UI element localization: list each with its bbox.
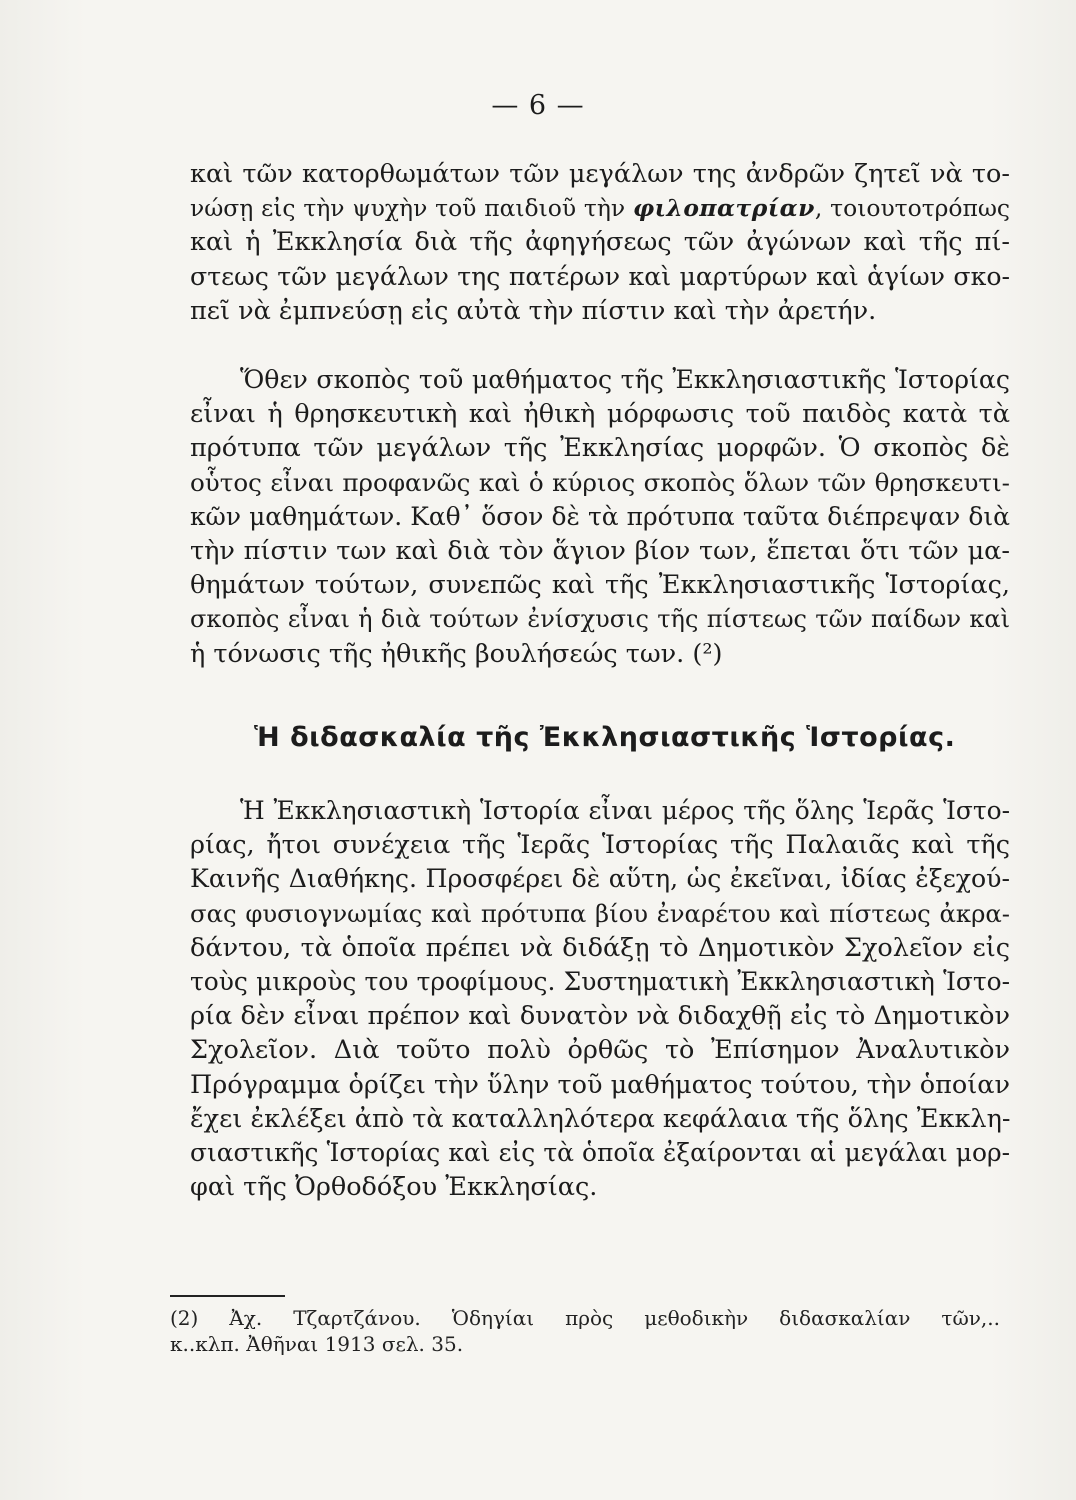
- text-line: [190, 191, 1010, 225]
- text-line: Ἡ Ἐκκλησιαστικὴ Ἱστορία εἶναι μέρος τῆς ὅλης Ἱερᾶς Ἱστο-: [240, 796, 1010, 825]
- text-line: θημάτων τούτων, συνεπῶς καὶ τῆς Ἐκκλησιαστικῆς Ἱστορίας,: [190, 570, 1010, 601]
- text-segment: ἡ τόνωσις τῆς ἠθικῆς βουλήσεώς των.: [190, 638, 685, 669]
- text-line: κῶν μαθημάτων. Καθ᾿ ὅσον δὲ τὰ πρότυπα ταῦτα διέπρεψαν διὰ: [190, 501, 1010, 531]
- text-line: οὗτος εἶναι προφανῶς καὶ ὁ κύριος σκοπὸς ὅλων τῶν θρησκευτι-: [190, 467, 1010, 497]
- paragraph-2: [190, 363, 1010, 671]
- text-line: Πρόγραμμα ὁρίζει τὴν ὕλην τοῦ μαθήματος τούτου, τὴν ὁποίαν: [190, 1069, 1010, 1100]
- text-line: καὶ ἡ Ἐκκλησία διὰ τῆς ἀφηγήσεως τῶν ἀγώνων καὶ τῆς πί-: [190, 227, 1010, 258]
- text-line: καὶ τῶν κατορθωμάτων τῶν μεγάλων της ἀνδρῶν ζητεῖ νὰ το-: [190, 159, 1010, 189]
- text-line: Σχολεῖον. Διὰ τοῦτο πολὺ ὀρθῶς τὸ Ἐπίσημον Ἀναλυτικὸν: [190, 1035, 1010, 1066]
- text-line: πεῖ νὰ ἐμπνεύσῃ εἰς αὐτὰ τὴν πίστιν καὶ τὴν ἀρετήν.: [190, 295, 877, 326]
- text-line: σας φυσιογνωμίας καὶ πρότυπα βίου ἐναρέτου καὶ πίστεως ἀκρα-: [190, 898, 1010, 928]
- footnote-line: (2) Ἀχ. Τζαρτζάνου. Ὁδηγίαι πρὸς μεθοδικὴν διδασκαλίαν τῶν,..: [170, 1306, 1000, 1330]
- text-segment: νώσῃ εἰς τὴν ψυχὴν τοῦ παιδιοῦ τὴν: [190, 194, 626, 223]
- paragraph-1: [190, 157, 1010, 328]
- footnote-line: κ..κλπ. Ἀθῆναι 1913 σελ. 35.: [170, 1332, 464, 1356]
- text-line: στεως τῶν μεγάλων της πατέρων καὶ μαρτύρων καὶ ἁγίων σκο-: [190, 261, 1010, 291]
- text-line: ρίας, ἤτοι συνέχεια τῆς Ἱερᾶς Ἱστορίας τῆς Παλαιᾶς καὶ τῆς: [190, 830, 1010, 861]
- text-line: Καινῆς Διαθήκης. Προσφέρει δὲ αὕτη, ὡς ἐκεῖναι, ἰδίας ἐξεχού-: [190, 864, 1010, 894]
- text-line: τοὺς μικροὺς του τροφίμους. Συστηματικὴ Ἐκκλησιαστικὴ Ἱστο-: [190, 967, 1010, 997]
- text-line: σκοπὸς εἶναι ἡ διὰ τούτων ἐνίσχυσις τῆς πίστεως τῶν παίδων καὶ: [190, 605, 1010, 634]
- text-line: Ὅθεν σκοπὸς τοῦ μαθήματος τῆς Ἐκκλησιαστικῆς Ἱστορίας: [240, 365, 1010, 394]
- paragraph-3: [190, 794, 1010, 1204]
- section-heading: Ἡ διδασκαλία τῆς Ἐκκλησιαστικῆς Ἱστορίας.: [254, 722, 956, 753]
- text-line: ἔχει ἐκλέξει ἀπὸ τὰ καταλληλότερα κεφάλαια τῆς ὅλης Ἐκκλη-: [190, 1103, 1011, 1134]
- text-line: σιαστικῆς Ἱστορίας καὶ εἰς τὰ ὁποῖα ἐξαίρονται αἱ μεγάλαι μορ-: [190, 1138, 1010, 1168]
- text-line: πρότυπα τῶν μεγάλων τῆς Ἐκκλησίας μορφῶν. Ὁ σκοπὸς δὲ: [190, 433, 1010, 464]
- text-line: φαὶ τῆς Ὀρθοδόξου Ἐκκλησίας.: [190, 1172, 598, 1203]
- text-line: [190, 637, 1010, 671]
- footnote-reference[interactable]: (²): [692, 638, 723, 669]
- text-segment: , τοιουτοτρόπως: [814, 194, 1011, 223]
- footnote: [170, 1305, 1000, 1357]
- emphasized-word: φιλοπατρίαν: [632, 194, 815, 223]
- text-line: τὴν πίστιν των καὶ διὰ τὸν ἅγιον βίον των, ἕπεται ὅτι τῶν μα-: [190, 536, 1010, 567]
- text-line: εἶναι ἡ θρησκευτικὴ καὶ ἠθικὴ μόρφωσις τοῦ παιδὸς κατὰ τὰ: [190, 399, 1010, 430]
- footnote-divider: [170, 1295, 285, 1297]
- text-line: δάντου, τὰ ὁποῖα πρέπει νὰ διδάξῃ τὸ Δημοτικὸν Σχολεῖον εἰς: [190, 932, 1010, 963]
- page-number: — 6 —: [491, 90, 585, 121]
- text-line: ρία δὲν εἶναι πρέπον καὶ δυνατὸν νὰ διδαχθῇ εἰς τὸ Δημοτικὸν: [190, 1001, 1010, 1032]
